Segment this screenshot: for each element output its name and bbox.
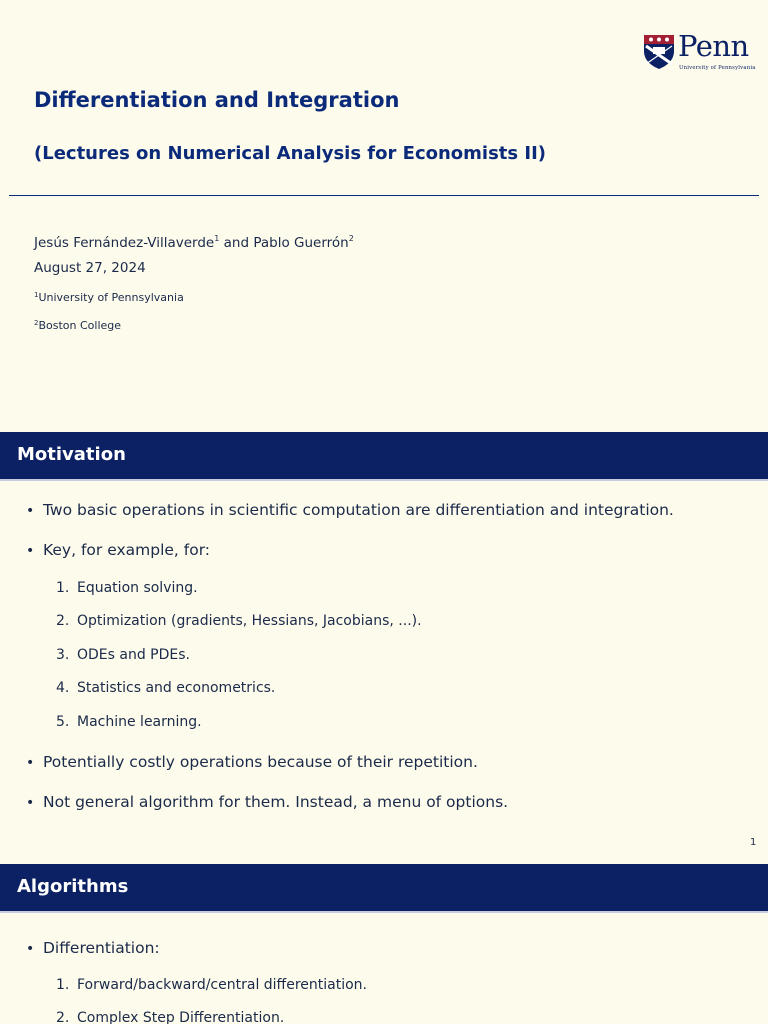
author-name: Pablo Guerrón <box>253 235 349 251</box>
slide-title: Algorithms <box>17 876 129 897</box>
item-number: 2. <box>56 613 70 629</box>
item-number: 4. <box>56 680 70 696</box>
numbered-item <box>56 580 198 596</box>
bullet-text: Not general algorithm for them. Instead, a menu of options. <box>43 793 509 811</box>
author-affiliation-mark: 1 <box>214 234 220 243</box>
title-slide <box>0 0 768 432</box>
item-text: Equation solving. <box>77 580 198 596</box>
numbered-item <box>56 647 190 663</box>
author-line <box>34 234 354 251</box>
motivation-slide <box>0 432 768 864</box>
bullet-icon: • <box>26 795 35 811</box>
item-text: Optimization (gradients, Hessians, Jacobians, ...). <box>77 613 422 629</box>
penn-logo <box>642 29 760 73</box>
bullet-text: Key, for example, for: <box>43 541 211 559</box>
bullet-item <box>26 793 508 811</box>
numbered-item <box>56 714 202 730</box>
presentation-date: August 27, 2024 <box>34 260 146 276</box>
item-text: Machine learning. <box>77 714 202 730</box>
page-number: 1 <box>750 837 757 848</box>
slide-header-bar <box>0 432 768 479</box>
bullet-item <box>26 753 478 771</box>
penn-shield-icon <box>642 33 676 70</box>
numbered-item <box>56 680 275 696</box>
affiliation-text: University of Pennsylvania <box>38 291 184 304</box>
bullet-item <box>26 939 160 957</box>
author-affiliation-mark: 2 <box>348 234 354 243</box>
item-number: 2. <box>56 1010 70 1024</box>
item-text: Statistics and econometrics. <box>77 680 276 696</box>
item-text: Complex Step Differentiation. <box>77 1010 285 1024</box>
bullet-icon: • <box>26 503 35 519</box>
author-name: Jesús Fernández-Villaverde <box>34 235 215 251</box>
affiliation <box>34 319 121 332</box>
item-number: 1. <box>56 977 70 993</box>
item-number: 5. <box>56 714 70 730</box>
affiliation-mark: 2 <box>34 319 39 327</box>
item-number: 3. <box>56 647 70 663</box>
bullet-text: Two basic operations in scientific computation are differentiation and integration. <box>43 501 674 519</box>
item-text: ODEs and PDEs. <box>77 647 190 663</box>
item-number: 1. <box>56 580 70 596</box>
penn-wordmark: Penn <box>678 29 749 63</box>
numbered-item <box>56 977 367 993</box>
numbered-item <box>56 1010 284 1024</box>
bullet-item <box>26 501 674 519</box>
bullet-item <box>26 541 210 559</box>
title-divider <box>9 195 759 196</box>
slide-header-bar <box>0 864 768 911</box>
affiliation-text: Boston College <box>38 319 122 332</box>
bullet-text: Potentially costly operations because of their repetition. <box>43 753 478 771</box>
numbered-item <box>56 613 422 629</box>
bullet-icon: • <box>26 755 35 771</box>
affiliation-mark: 1 <box>34 291 39 299</box>
penn-wordmark-subtitle: University of Pennsylvania <box>679 65 756 71</box>
item-text: Forward/backward/central differentiation. <box>77 977 367 993</box>
algorithms-slide <box>0 864 768 1024</box>
presentation-subtitle: (Lectures on Numerical Analysis for Economists II) <box>34 143 547 164</box>
affiliation <box>34 291 184 304</box>
slide-title: Motivation <box>17 444 126 465</box>
bullet-icon: • <box>26 543 35 559</box>
author-joiner: and <box>219 235 254 251</box>
presentation-title: Differentiation and Integration <box>34 88 400 112</box>
bullet-text: Differentiation: <box>43 939 160 957</box>
bullet-icon: • <box>26 941 35 957</box>
